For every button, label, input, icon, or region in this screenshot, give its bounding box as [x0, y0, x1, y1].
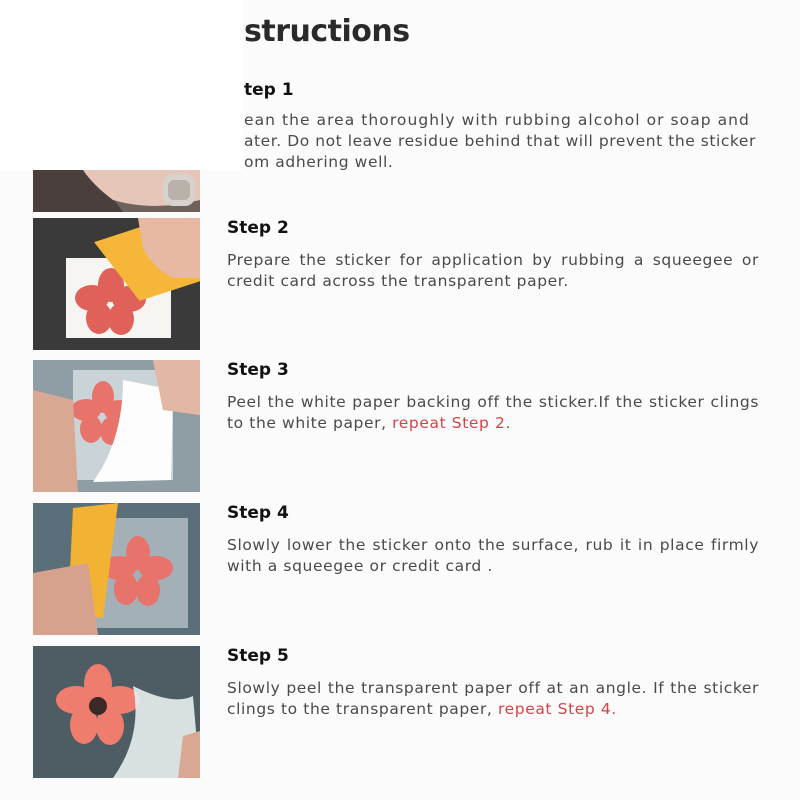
- step-4-photo-art: [33, 503, 200, 635]
- step-2-photo: [33, 218, 200, 350]
- step-2-heading: Step 2: [227, 218, 289, 238]
- step-3-text-main: Peel the white paper backing off the sticker.If the sticker clings to the white paper,: [227, 393, 759, 432]
- step-4-heading: Step 4: [227, 503, 289, 523]
- step-1-heading: tep 1: [244, 80, 294, 100]
- step-5-text-main: Slowly peel the transparent paper off at an angle. If the sticker clings to the transparent paper,: [227, 679, 759, 718]
- step-5-photo-art: [33, 646, 200, 778]
- step-1-photo-art: [33, 170, 200, 212]
- step-3-text: [227, 392, 759, 434]
- step-2: [0, 218, 800, 353]
- page-title: structions: [244, 14, 410, 49]
- step-5-photo: [33, 646, 200, 778]
- step-1-line-1: ean the area thoroughly with rubbing alcohol or soap and: [244, 111, 750, 129]
- step-1: [0, 0, 800, 171]
- step-4-photo: [33, 503, 200, 635]
- step-2-photo-art: [33, 218, 200, 350]
- step-1-line-3: om adhering well.: [244, 153, 394, 171]
- step-3: [0, 360, 800, 495]
- step-5-text: [227, 678, 759, 720]
- step-4: [0, 503, 800, 638]
- step-5-link[interactable]: repeat Step 4.: [497, 700, 617, 718]
- step-3-photo-art: [33, 360, 200, 492]
- step-3-heading: Step 3: [227, 360, 289, 380]
- step-5-heading: Step 5: [227, 646, 289, 666]
- step-2-text: Prepare the sticker for application by rubbing a squeegee or credit card across the transparent paper.: [227, 251, 759, 290]
- step-3-link[interactable]: repeat Step 2.: [392, 414, 511, 432]
- step-4-text: Slowly lower the sticker onto the surface, rub it in place firmly with a squeegee or credit card .: [227, 536, 759, 575]
- step-1-line-2: ater. Do not leave residue behind that will prevent the sticker: [244, 132, 756, 150]
- step-5: [0, 646, 800, 781]
- step-1-photo: [33, 170, 200, 212]
- step-1-text: [244, 110, 759, 173]
- step-3-photo: [33, 360, 200, 492]
